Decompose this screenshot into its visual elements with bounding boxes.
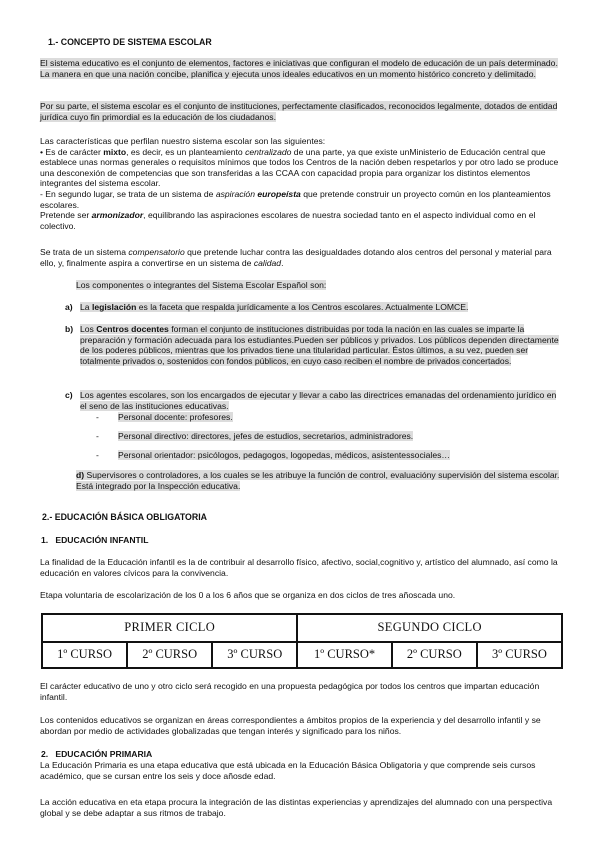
characteristics-block	[40, 136, 562, 231]
characteristic-mixto: • Es de carácter mixto, es decir, es un planteamiento centralizado de una parte, ya que existe unMinisterio de Educación central que establece unas normas generales o requisitos mínimos que todos los Centros de la nación deben respetarlos y por otro lado se produce una desconexión de competencias que son transferidas a las CCAA con capacidad propia para organizar los distintos elementos integrantes del sistema escolar.	[40, 146, 559, 189]
course-cell: 3º CURSO	[477, 642, 562, 669]
primaria-para-1: La Educación Primaria es una etapa educativa que está ubicada en la Educación Básica Obligatoria y que comprende seis cursos académico, que se cursan entre los seis y doce añosde edad.	[40, 760, 536, 781]
component-c: c) Los agentes escolares, son los encargados de ejecutar y llevar a cabo las directrices emanadas del ordenamiento jurídico en el seno de las instituciones educativas.	[65, 390, 557, 411]
primaria-para-2: La acción educativa en eta etapa procura la integración de las distintas experiencias y aprendizajes del alumnado con una perspectiva global y se debe adaptar a sus ritmos de trabajo.	[40, 797, 553, 818]
course-cell: 2º CURSO	[127, 642, 212, 669]
characteristic-compensatorio: Se trata de un sistema compensatorio que pretende luchar contra las desigualdades dotando alos centros del personal y material para ello, y, finalmente aspira a convertirse en un sistema de calidad.	[40, 247, 552, 268]
component-b-label: b)	[65, 324, 74, 334]
agent-docente: - Personal docente: profesores.	[96, 412, 233, 422]
component-a-label: a)	[65, 302, 73, 312]
infantil-para-3: El carácter educativo de uno y otro ciclo será recogido en una propuesta pedagógica por todos los centros que impartan educación infantil.	[40, 681, 540, 702]
course-cell: 1º CURSO	[42, 642, 127, 669]
cycles-table	[41, 613, 563, 669]
cycle-header-1: PRIMER CICLO	[42, 614, 297, 642]
section2-title: 2.- EDUCACIÓN BÁSICA OBLIGATORIA	[42, 512, 208, 522]
component-d: d) Supervisores o controladores, a los cuales se les atribuye la función de control, evaluacióny supervisión del sistema escolar. Está integrado por la Inspección educativa.	[76, 470, 560, 491]
infantil-para-2: Etapa voluntaria de escolarización de los 0 a los 6 años que se organiza en dos ciclos de tres añoscada uno.	[40, 590, 456, 600]
infantil-para-4: Los contenidos educativos se organizan en áreas correspondientes a ámbitos propios de la experiencia y del desarrollo infantil y se abordan por medio de actividades globalizadas que tengan interés y significado para los niños.	[40, 715, 541, 736]
infantil-para-1: La finalidad de la Educación infantil es la de contribuir al desarrollo físico, afectivo, social,cognitivo y, artístico del alumnado, así como la educación en valores cívicos para la convivencia.	[40, 557, 558, 578]
course-cell: 2º CURSO	[392, 642, 477, 669]
para-sistema-educativo: El sistema educativo es el conjunto de elementos, factores e iniciativas que configuran el modelo de educación de un país determinado. La manera en que una nación concibe, planifica y ejecuta unos ideales educativos en un momento histórico concreto y delimitado.	[40, 58, 558, 79]
agent-directivo: - Personal directivo: directores, jefes de estudios, secretarios, administradores.	[96, 431, 414, 441]
cycle-header-2: SEGUNDO CICLO	[297, 614, 562, 642]
para-sistema-escolar: Por su parte, el sistema escolar es el conjunto de instituciones, perfectamente clasificados, reconocidos legalmente, dotados de entidad jurídica cuyo fin primordial es la educación de los ciudadanos.	[40, 101, 558, 122]
characteristic-armonizador: Pretende ser armonizador, equilibrando las aspiraciones escolares de nuestra sociedad tanto en el aspecto individual como en el colectivo.	[40, 210, 536, 231]
course-cell: 3º CURSO	[212, 642, 297, 669]
agent-orientador: - Personal orientador: psicólogos, pedagogos, logopedas, médicos, asistentessociales…	[96, 450, 451, 460]
component-b: b) Los Centros docentes forman el conjunto de instituciones distribuidas por toda la nación en las cuales se imparte la preparación y formación adecuada para los estudiantes.Pueden ser públicos y privados. Los públicos dependen directamente de los poderes públicos, mientras que los privados tiene una titularidad particular. Éstos últimos, a su vez, pueden ser totalmente privados o, sostenidos con fondos públicos, en cuyo caso reciben el nombre de privados concertados.	[65, 324, 559, 366]
component-a: a) La legislación es la faceta que respalda jurídicamente a los Centros escolares. Actualmente LOMCE.	[65, 302, 469, 312]
component-c-label: c)	[65, 390, 73, 400]
subsection-primaria-heading: 2. EDUCACIÓN PRIMARIA	[41, 749, 153, 759]
course-cell: 1º CURSO*	[297, 642, 391, 669]
characteristic-europeista: - En segundo lugar, se trata de un sistema de aspiración europeísta que pretende construir un proyecto común en los planteamientos escolares.	[40, 188, 551, 210]
subsection-infantil-heading: 1. EDUCACIÓN INFANTIL	[41, 535, 149, 545]
characteristics-intro: Las características que perfilan nuestro sistema escolar son las siguientes:	[40, 136, 326, 146]
section1-title: 1.- CONCEPTO DE SISTEMA ESCOLAR	[48, 37, 212, 47]
components-intro: Los componentes o integrantes del Sistema Escolar Español son:	[76, 280, 327, 290]
